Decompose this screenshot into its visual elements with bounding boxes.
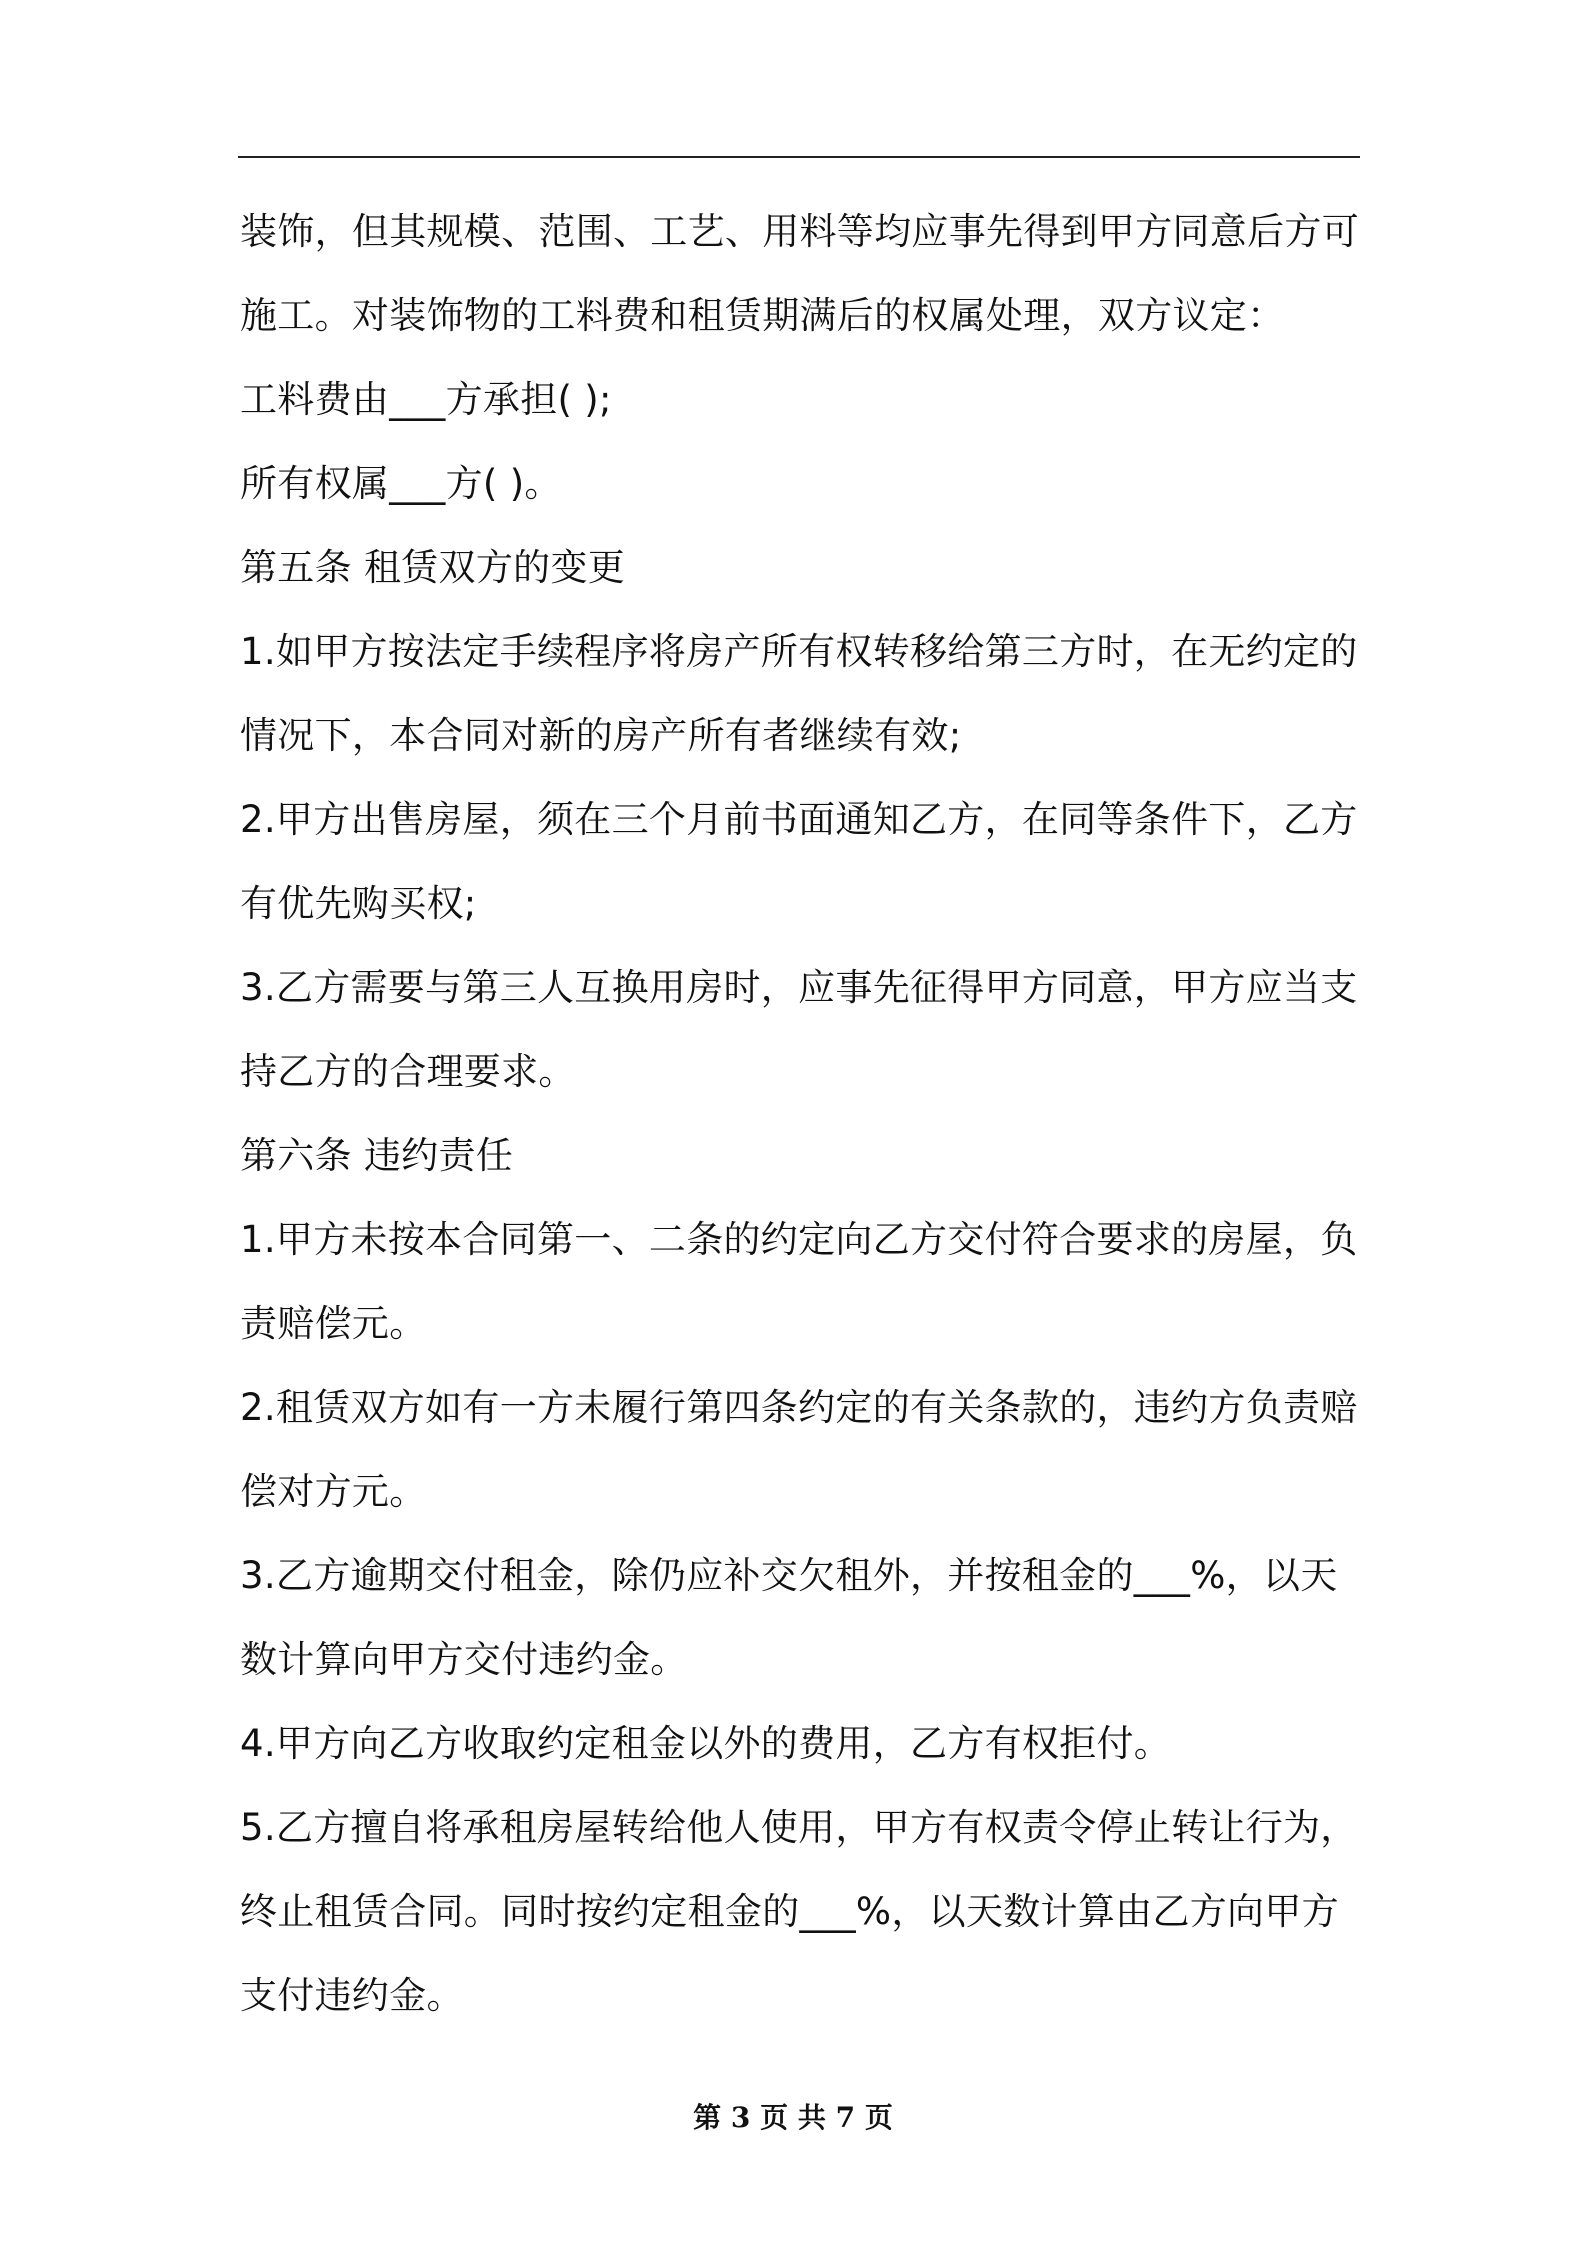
body-line: 1.如甲方按法定手续程序将房产所有权转移给第三方时，在无约定的 bbox=[240, 630, 1358, 673]
body-line: 数计算向甲方交付违约金。 bbox=[240, 1638, 688, 1681]
header-rule bbox=[238, 156, 1360, 158]
body-line: 情况下，本合同对新的房产所有者继续有效; bbox=[240, 714, 962, 757]
body-line: 1.甲方未按本合同第一、二条的约定向乙方交付符合要求的房屋，负 bbox=[240, 1218, 1358, 1261]
body-line: 2.甲方出售房屋，须在三个月前书面通知乙方，在同等条件下，乙方 bbox=[240, 798, 1358, 841]
body-line: 有优先购买权; bbox=[240, 882, 477, 925]
body-line: 施工。对装饰物的工料费和租赁期满后的权属处理，双方议定： bbox=[240, 294, 1285, 337]
body-line: 工料费由___方承担( ); bbox=[240, 378, 612, 421]
body-line: 持乙方的合理要求。 bbox=[240, 1050, 576, 1093]
section-heading: 第五条 租赁双方的变更 bbox=[240, 546, 626, 589]
body-line: 2.租赁双方如有一方未履行第四条约定的有关条款的，违约方负责赔 bbox=[240, 1386, 1358, 1429]
section-heading: 第六条 违约责任 bbox=[240, 1134, 514, 1177]
body-line: 支付违约金。 bbox=[240, 1974, 464, 2017]
body-line: 偿对方元。 bbox=[240, 1470, 427, 1513]
body-line: 责赔偿元。 bbox=[240, 1302, 427, 1345]
body-line: 终止租赁合同。同时按约定租金的___%，以天数计算由乙方向甲方 bbox=[240, 1890, 1339, 1933]
body-line: 所有权属___方( )。 bbox=[240, 462, 562, 505]
body-line: 装饰，但其规模、范围、工艺、用料等均应事先得到甲方同意后方可 bbox=[240, 210, 1359, 253]
body-line: 3.乙方逾期交付租金，除仍应补交欠租外，并按租金的___%，以天 bbox=[240, 1554, 1338, 1597]
page-number-footer: 第 3 页 共 7 页 bbox=[693, 2101, 893, 2134]
body-line: 5.乙方擅自将承租房屋转给他人使用，甲方有权责令停止转让行为， bbox=[240, 1806, 1358, 1849]
document-body bbox=[240, 190, 1370, 2038]
body-line: 3.乙方需要与第三人互换用房时，应事先征得甲方同意，甲方应当支 bbox=[240, 966, 1358, 1009]
body-line: 4.甲方向乙方收取约定租金以外的费用，乙方有权拒付。 bbox=[240, 1722, 1172, 1765]
